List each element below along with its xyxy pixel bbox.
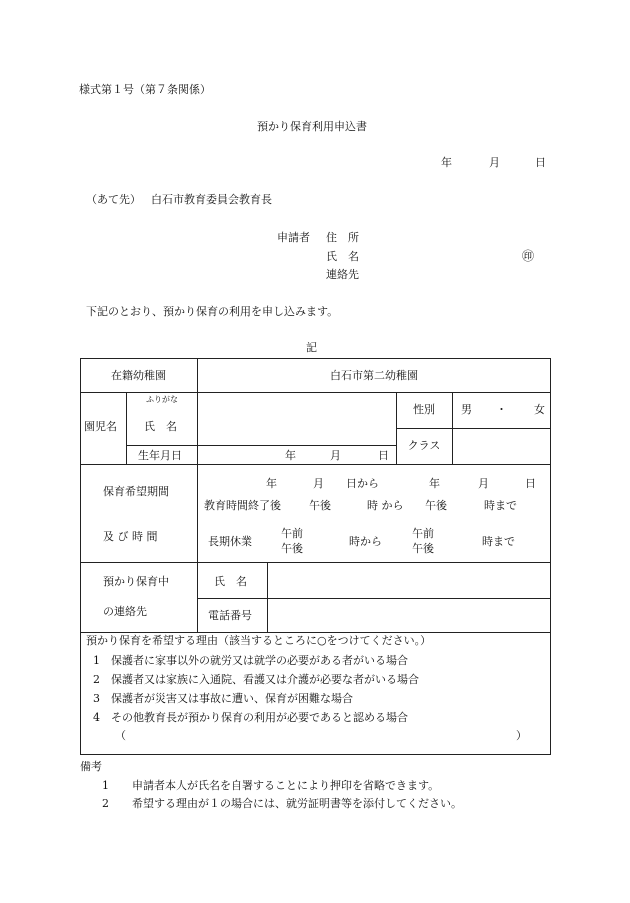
birth-day-label: 日 [378, 449, 389, 462]
reasons-heading: 預かり保育を希望する理由（該当するところに○をつけてください。） [86, 634, 432, 647]
after-class-pm1: 午後 [309, 499, 331, 512]
applicant-contact-label: 連絡先 [326, 268, 359, 281]
class-label: クラス [407, 439, 441, 452]
intro-text: 下記のとおり、預かり保育の利用を申し込みます。 [86, 305, 339, 318]
period-month-from: 月 [313, 477, 324, 490]
gender-separator: ・ [496, 403, 507, 416]
kindergarten-value: 白石市第二幼稚園 [330, 369, 418, 382]
reason-item[interactable]: 1 保護者に家事以外の就労又は就学の必要がある者がいる場合 [93, 654, 408, 667]
long-break-pm2: 午後 [412, 542, 434, 555]
reason-item[interactable]: 2 保護者又は家族に入通院、看護又は介護が必要な者がいる場合 [93, 673, 419, 686]
row-divider [197, 598, 551, 599]
period-month-to: 月 [478, 477, 489, 490]
child-label: 園児名 [84, 420, 117, 433]
period-year-to: 年 [429, 477, 440, 490]
gender-label: 性別 [413, 403, 435, 416]
after-class-pm2: 午後 [425, 499, 447, 512]
long-break-am1: 午前 [281, 527, 303, 540]
date-month-label: 月 [489, 156, 500, 169]
date-year-label: 年 [441, 156, 452, 169]
reason-paren-close: ） [516, 729, 527, 742]
reason-item[interactable]: 3 保護者が災害又は事故に遭い、保育が困難な場合 [93, 692, 353, 705]
period-label-2: 及 び 時 間 [103, 530, 158, 543]
addressee-name: 白石市教育委員会教育長 [151, 193, 272, 206]
long-break-until: 時まで [482, 535, 515, 548]
form-number: 様式第１号（第７条関係） [79, 83, 211, 96]
period-day-to: 日 [525, 477, 536, 490]
row-divider [396, 428, 551, 429]
period-year-from: 年 [266, 477, 277, 490]
reason-item[interactable]: 4 その他教育長が預かり保育の利用が必要であると認める場合 [93, 711, 408, 724]
row-divider [80, 392, 551, 393]
notes-heading: 備考 [80, 760, 102, 773]
child-name-label: 氏 名 [144, 420, 177, 433]
note-number: 2 [102, 797, 109, 810]
kindergarten-label: 在籍幼稚園 [111, 369, 166, 382]
col-divider [452, 392, 453, 464]
contact-label: 預かり保育中 [103, 575, 169, 588]
contact-label-2: の連絡先 [103, 605, 147, 618]
contact-phone-label: 電話番号 [208, 609, 252, 622]
ki-label: 記 [306, 341, 317, 354]
addressee-label: （あて先） [86, 193, 141, 206]
gender-female[interactable]: 女 [534, 403, 545, 416]
row-divider [80, 562, 551, 563]
applicant-address-label: 住 所 [326, 231, 359, 244]
row-divider [80, 632, 551, 633]
note-text: 申請者本人が氏名を自署することにより押印を省略できます。 [132, 779, 440, 792]
date-day-label: 日 [535, 156, 546, 169]
seal-mark: ㊞ [522, 249, 535, 263]
after-class-label: 教育時間終了後 [204, 499, 281, 512]
birth-month-label: 月 [330, 449, 341, 462]
note-number: 1 [102, 779, 109, 792]
row-divider [80, 464, 551, 465]
after-class-from: 時 から [367, 499, 404, 512]
applicant-label: 申請者 [277, 231, 310, 244]
period-label: 保育希望期間 [103, 485, 169, 498]
applicant-name-label: 氏 名 [326, 250, 359, 263]
contact-name-label: 氏 名 [214, 575, 247, 588]
period-day-from: 日から [346, 477, 379, 490]
col-divider [396, 392, 397, 464]
col-divider [267, 562, 268, 632]
row-divider [126, 445, 396, 446]
birth-year-label: 年 [285, 449, 296, 462]
note-text: 希望する理由が１の場合には、就労証明書等を添付してください。 [132, 797, 462, 810]
long-break-from: 時から [349, 535, 382, 548]
furigana-label: ふりがな [146, 395, 178, 404]
reason-paren-open: （ [115, 729, 126, 742]
gender-male[interactable]: 男 [461, 403, 472, 416]
long-break-am2: 午前 [412, 527, 434, 540]
long-break-label: 長期休業 [208, 535, 252, 548]
col-divider [126, 392, 127, 464]
after-class-until: 時まで [484, 499, 517, 512]
birth-label: 生年月日 [138, 449, 182, 462]
col-divider [197, 358, 198, 632]
long-break-pm1: 午後 [281, 542, 303, 555]
page-title: 預かり保育利用申込書 [257, 120, 367, 133]
